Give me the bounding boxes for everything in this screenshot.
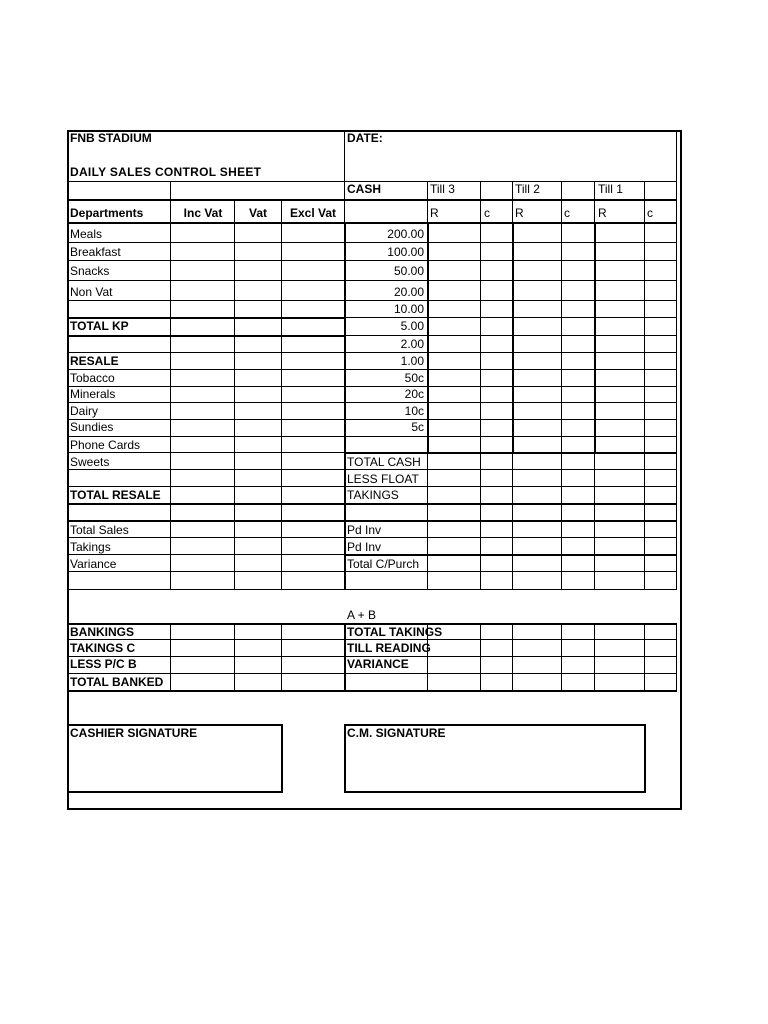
grid-line (68, 571, 344, 572)
grid-line (344, 520, 677, 522)
grid-line (480, 623, 481, 691)
dept-row-label: TOTAL RESALE (70, 488, 161, 502)
grid-line (676, 130, 677, 200)
grid-line (344, 317, 677, 318)
grid-line (676, 623, 677, 691)
grid-line (644, 724, 646, 793)
paid-invoice-label: Pd Inv (347, 523, 382, 537)
dept-row-label: Dairy (70, 404, 99, 418)
denomination: 10c (404, 404, 424, 418)
total-cash-label: TOTAL CASH (347, 455, 421, 469)
denomination: 5c (411, 420, 424, 434)
total-cash-purchases-label: Total C/Purch (347, 557, 420, 571)
grid-line (344, 589, 677, 590)
grid-line (68, 673, 677, 674)
grid-line (344, 503, 677, 505)
grid-line (281, 199, 282, 590)
bankings-label: BANKINGS (70, 625, 135, 639)
grid-line (676, 199, 677, 590)
till-2-cents: c (564, 206, 570, 220)
grid-line (68, 436, 344, 437)
till-1-label: Till 1 (598, 182, 623, 196)
denomination: 10.00 (393, 302, 424, 316)
grid-line (344, 335, 677, 336)
grid-line (68, 402, 344, 403)
grid-line (68, 369, 344, 370)
denomination: 2.00 (400, 337, 424, 351)
grid-line (344, 436, 677, 437)
grid-line (344, 724, 346, 793)
date-label: DATE: (347, 131, 383, 145)
dept-row-label: Sweets (70, 455, 110, 469)
grid-line (281, 623, 282, 691)
grid-line (68, 242, 344, 243)
total-takings-label: TOTAL TAKINGS (347, 625, 443, 639)
less-petty-cash-label: LESS P/C B (70, 657, 137, 671)
variance-label: VARIANCE (347, 657, 409, 671)
grid-line (344, 537, 677, 538)
grid-line (68, 469, 344, 470)
grid-line (344, 280, 677, 281)
dept-row-label: Minerals (70, 387, 116, 401)
grid-line (344, 130, 345, 222)
grid-line (344, 352, 677, 353)
sheet-title: DAILY SALES CONTROL SHEET (70, 165, 262, 179)
grid-line (68, 199, 677, 201)
less-float-label: LESS FLOAT (347, 472, 419, 486)
dept-row-label: Tobacco (70, 371, 115, 385)
grid-line (68, 452, 344, 453)
grid-line (344, 486, 677, 487)
denomination: 50.00 (393, 264, 424, 278)
cm-signature-label: C.M. SIGNATURE (347, 726, 446, 740)
grid-line (344, 554, 677, 556)
venue-title: FNB STADIUM (70, 131, 152, 145)
dept-row-label: RESALE (70, 354, 119, 368)
denomination: 100.00 (387, 245, 424, 259)
grid-line (644, 623, 645, 691)
dept-row-label: Breakfast (70, 245, 121, 259)
grid-line (67, 808, 681, 810)
grid-line (561, 623, 562, 691)
grid-line (281, 724, 283, 793)
till-3-label: Till 3 (430, 182, 455, 196)
col-departments: Departments (70, 206, 144, 220)
grid-line (344, 791, 646, 793)
grid-line (344, 452, 677, 454)
grid-line (594, 623, 595, 691)
dept-row-label: Phone Cards (70, 438, 141, 452)
dept-row-label: Meals (70, 227, 103, 241)
formula-label: A + B (347, 608, 377, 622)
denomination: 200.00 (387, 227, 424, 241)
grid-line (68, 260, 344, 261)
grid-line (68, 690, 677, 692)
denomination: 1.00 (400, 354, 424, 368)
grid-line (234, 199, 235, 590)
col-inc-vat: Inc Vat (183, 206, 223, 220)
grid-line (680, 130, 682, 810)
grid-line (344, 260, 677, 261)
denomination: 5.00 (400, 319, 424, 333)
dept-row-label: TOTAL KP (70, 319, 129, 333)
grid-line (68, 520, 344, 522)
cash-label: CASH (347, 182, 382, 196)
grid-line (344, 369, 677, 370)
grid-line (68, 335, 344, 337)
grid-line (344, 300, 677, 301)
denomination: 50c (404, 371, 424, 385)
grid-line (68, 554, 344, 555)
grid-line (68, 791, 283, 793)
dept-row-label: Snacks (70, 264, 110, 278)
dept-row-label: Sundies (70, 420, 114, 434)
grid-line (234, 623, 235, 691)
grid-line (68, 639, 677, 640)
grid-line (68, 300, 344, 301)
till-1-rand: R (598, 206, 607, 220)
paid-invoice-label: Pd Inv (347, 540, 382, 554)
grid-line (68, 486, 344, 487)
grid-line (344, 571, 677, 572)
takings-c-label: TAKINGS C (70, 641, 136, 655)
grid-line (344, 469, 677, 470)
grid-line (68, 352, 344, 353)
dept-row-label: Takings (70, 540, 111, 554)
col-vat: Vat (248, 206, 267, 220)
denomination: 20c (404, 387, 424, 401)
grid-line (68, 503, 344, 505)
grid-line (344, 242, 677, 243)
col-excl-vat: Excl Vat (289, 206, 337, 220)
till-3-rand: R (430, 206, 439, 220)
takings-label: TAKINGS (347, 488, 399, 502)
till-reading-label: TILL READING (347, 641, 431, 655)
grid-line (344, 623, 346, 691)
dept-row-label: Non Vat (70, 285, 113, 299)
total-banked-label: TOTAL BANKED (70, 675, 164, 689)
grid-line (344, 402, 677, 403)
grid-line (512, 623, 513, 691)
denomination: 20.00 (393, 285, 424, 299)
grid-line (68, 589, 344, 590)
till-3-cents: c (484, 206, 490, 220)
grid-line (68, 222, 677, 224)
grid-line (170, 623, 171, 691)
grid-line (68, 537, 344, 538)
till-2-label: Till 2 (515, 182, 540, 196)
grid-line (68, 280, 344, 281)
dept-row-label: Variance (70, 557, 117, 571)
till-1-cents: c (647, 206, 653, 220)
till-2-rand: R (515, 206, 524, 220)
dept-row-label: Total Sales (70, 523, 129, 537)
grid-line (67, 130, 69, 810)
cashier-signature-label: CASHIER SIGNATURE (70, 726, 198, 740)
